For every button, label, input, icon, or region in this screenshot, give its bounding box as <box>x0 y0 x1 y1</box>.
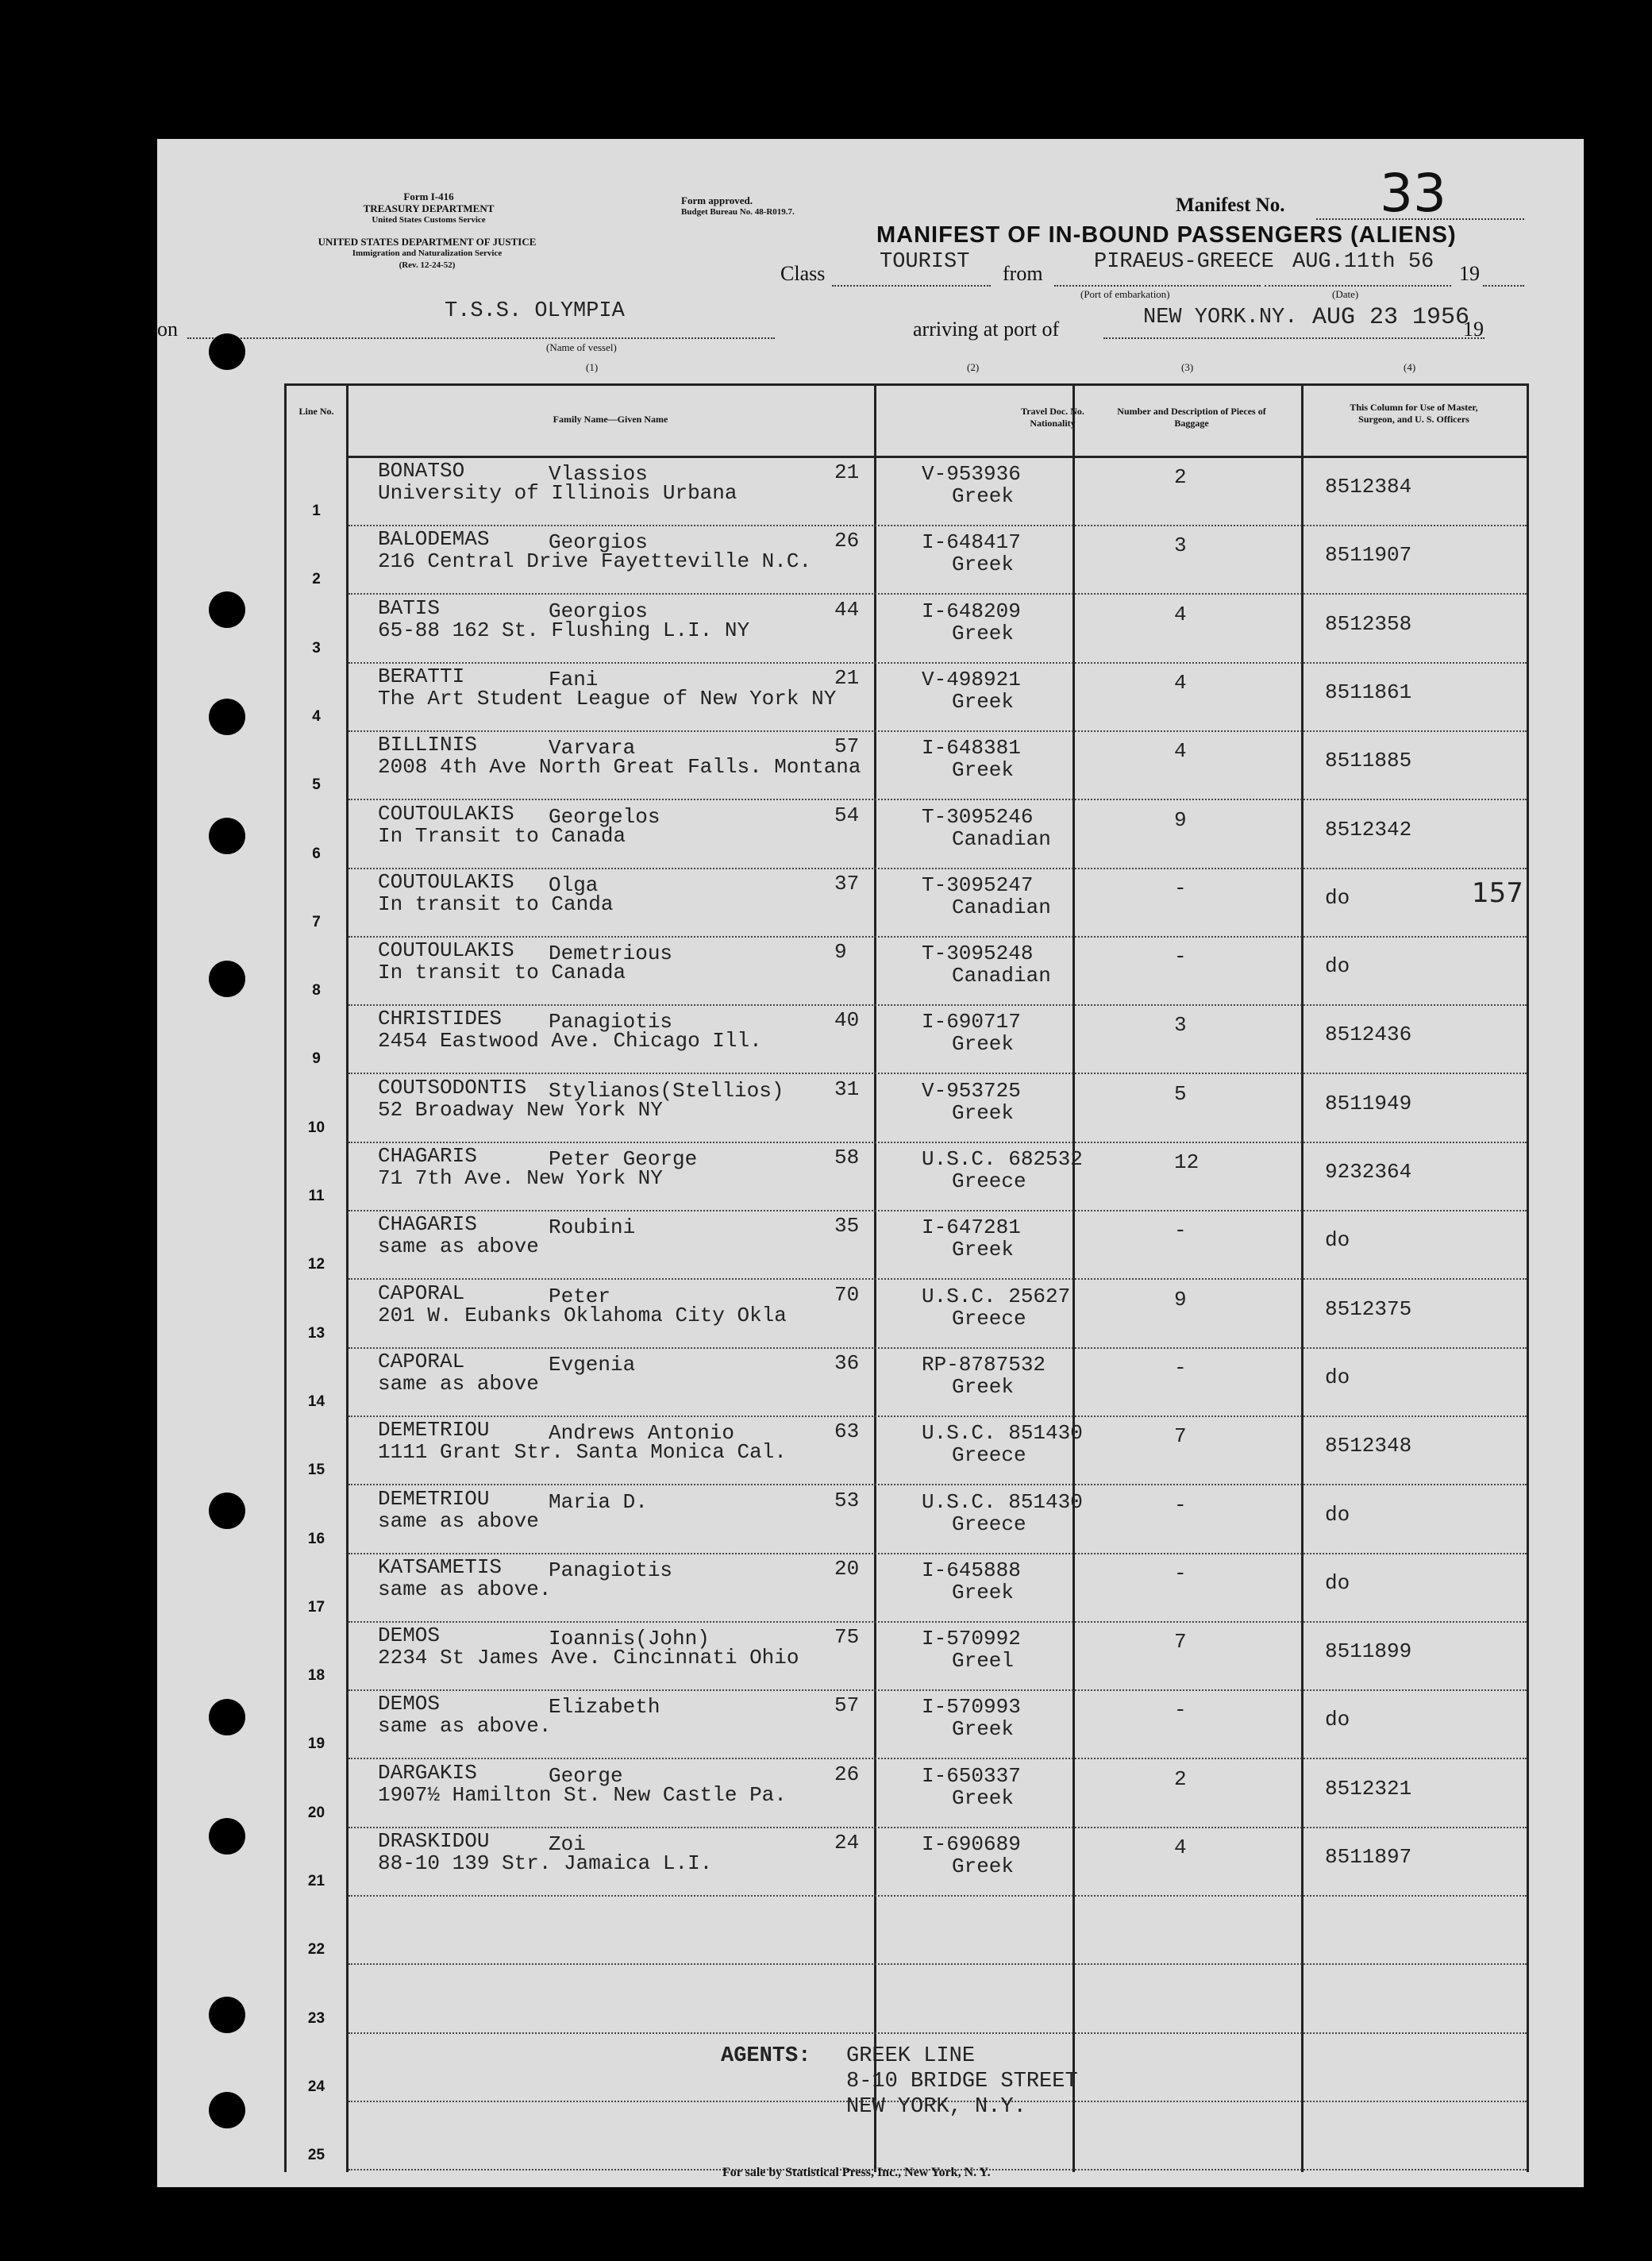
ins-name: Immigration and Naturalization Service <box>352 248 503 258</box>
family-name: COUTSODONTIS <box>378 1075 527 1100</box>
budget-bureau: Budget Bureau No. 48-R019.7. <box>681 207 795 217</box>
manifest-page <box>157 139 1584 2187</box>
approval-block <box>681 195 795 218</box>
address: University of Illinois Urbana <box>378 481 737 505</box>
nationality: Canadian <box>952 826 1051 851</box>
address: 2234 St James Ave. Cincinnati Ohio <box>378 1646 799 1670</box>
officer-entry: 8512384 <box>1325 475 1412 499</box>
line-number: 16 <box>307 1530 325 1547</box>
age: 24 <box>834 1831 860 1855</box>
family-name: BILLINIS <box>378 733 477 757</box>
table-row <box>287 1897 1527 1965</box>
family-name: COUTOULAKIS <box>378 801 514 826</box>
line-number: 11 <box>308 1188 325 1204</box>
form-number: Form I-416 <box>403 191 454 202</box>
agents-label: AGENTS: <box>721 2044 811 2068</box>
justice-dept: UNITED STATES DEPARTMENT OF JUSTICE <box>318 236 537 248</box>
age: 63 <box>834 1419 860 1444</box>
table-row <box>287 1417 1527 1485</box>
line-number: 5 <box>312 776 321 794</box>
address: In transit to Canada <box>378 961 626 985</box>
table-row <box>287 1211 1527 1280</box>
travel-doc-number: I-648209 <box>922 599 1021 623</box>
given-name: Stylianos(Stellios) <box>549 1078 784 1103</box>
from-line <box>1054 285 1261 287</box>
officer-entry: do <box>1325 1708 1350 1732</box>
table-row <box>287 1760 1527 1828</box>
officer-entry: 8512342 <box>1325 817 1412 842</box>
colhead-travel-doc: Travel Doc. No. Nationality <box>1021 406 1084 429</box>
baggage-count: 7 <box>1174 1424 1187 1449</box>
travel-doc-number: I-647281 <box>922 1215 1021 1240</box>
baggage-count: - <box>1174 1355 1187 1380</box>
given-name: Elizabeth <box>549 1695 660 1720</box>
given-name: Ioannis(John) <box>549 1627 710 1651</box>
class-label: Class <box>780 262 826 285</box>
travel-doc-number: I-648381 <box>922 736 1021 761</box>
given-name: Peter George <box>549 1147 698 1171</box>
given-name: Varvara <box>549 736 636 761</box>
family-name: DEMETRIOU <box>378 1486 490 1511</box>
family-name: CAPORAL <box>378 1349 465 1373</box>
age: 70 <box>834 1282 860 1307</box>
line-number: 15 <box>307 1462 325 1479</box>
family-name: CHAGARIS <box>378 1144 477 1168</box>
manifest-number-line <box>1316 218 1524 220</box>
address: 216 Central Drive Fayetteville N.C. <box>378 549 812 574</box>
family-name: KATSAMETIS <box>378 1554 503 1579</box>
table-row <box>287 1349 1527 1417</box>
given-name: Demetrious <box>549 942 673 966</box>
nationality: Greek <box>952 484 1015 508</box>
travel-doc-number: I-570993 <box>922 1695 1021 1720</box>
travel-doc-number: I-648417 <box>922 530 1021 555</box>
col1-caption: (1) <box>586 361 599 373</box>
age: 31 <box>834 1077 860 1101</box>
table-row <box>287 938 1527 1006</box>
travel-doc-number: I-690689 <box>922 1832 1021 1856</box>
family-name: BONATSO <box>378 459 465 483</box>
address: 52 Broadway New York NY <box>378 1097 663 1122</box>
nationality: Greek <box>952 689 1015 714</box>
baggage-count: - <box>1174 945 1187 969</box>
given-name: Panagiotis <box>549 1010 673 1034</box>
on-label: on <box>157 318 178 341</box>
age: 20 <box>834 1556 860 1581</box>
age: 75 <box>834 1625 860 1650</box>
officer-entry: 8512348 <box>1325 1434 1412 1458</box>
officer-entry: 8511885 <box>1325 749 1412 773</box>
table-row <box>287 664 1527 732</box>
printer-footer: For sale by Statistical Press, Inc., New York, N. Y. <box>722 2166 991 2179</box>
officer-entry: do <box>1325 885 1350 910</box>
line-number: 25 <box>307 2147 325 2164</box>
revision: (Rev. 12-24-52) <box>399 260 456 270</box>
address: same as above <box>378 1371 539 1396</box>
punch-hole <box>209 699 245 735</box>
address: same as above. <box>378 1714 552 1739</box>
baggage-count: - <box>1174 1493 1187 1517</box>
address: same as above. <box>378 1577 552 1601</box>
line-number: 23 <box>307 2009 325 2027</box>
punch-hole <box>209 1493 245 1529</box>
baggage-count: - <box>1174 1698 1187 1723</box>
travel-doc-number: U.S.C. 682532 <box>922 1147 1083 1171</box>
travel-doc-number: U.S.C. 851430 <box>922 1489 1083 1514</box>
punch-hole <box>209 961 245 997</box>
colhead-officers: This Column for Use of Master, Surgeon, and U. S. Officers <box>1350 402 1478 425</box>
line-number: 19 <box>307 1735 325 1753</box>
line-number: 20 <box>307 1804 325 1821</box>
given-name: Maria D. <box>549 1489 648 1514</box>
line-number: 22 <box>307 1941 325 1959</box>
colhead-baggage: Number and Description of Pieces of Baggage <box>1117 406 1266 429</box>
line-number: 12 <box>307 1256 325 1273</box>
justice-block <box>292 236 562 272</box>
given-name: Panagiotis <box>549 1558 673 1582</box>
officer-entry: do <box>1325 1502 1350 1527</box>
table-row <box>287 1554 1527 1623</box>
baggage-count: 4 <box>1174 1835 1187 1859</box>
col4-caption: (4) <box>1404 361 1416 373</box>
baggage-count: 5 <box>1174 1081 1187 1106</box>
date-caption: (Date) <box>1332 288 1359 300</box>
given-name: Peter <box>549 1284 611 1308</box>
officer-entry: 8511949 <box>1325 1091 1412 1115</box>
line-number: 7 <box>312 913 321 930</box>
address: 88-10 139 Str. Jamaica L.I. <box>378 1851 713 1875</box>
line-number: 18 <box>307 1667 325 1685</box>
given-name: Roubini <box>549 1215 636 1240</box>
family-name: DEMETRIOU <box>378 1418 490 1442</box>
given-name: Georgios <box>549 530 648 555</box>
manifest-title: MANIFEST OF IN-BOUND PASSENGERS (ALIENS) <box>876 222 1457 248</box>
line-number: 10 <box>307 1119 325 1136</box>
address: In Transit to Canada <box>378 823 626 848</box>
travel-doc-number: V-953725 <box>922 1078 1021 1103</box>
nationality: Greek <box>952 1785 1015 1810</box>
baggage-count: 4 <box>1174 739 1187 764</box>
nationality: Greece <box>952 1169 1026 1193</box>
punch-hole <box>209 333 245 370</box>
table-row <box>287 869 1527 938</box>
given-name: Andrews Antonio <box>549 1421 735 1446</box>
date-value: AUG.11th 56 <box>1292 250 1434 274</box>
family-name: COUTOULAKIS <box>378 869 514 894</box>
from-label: from <box>1003 262 1043 285</box>
nationality: Greek <box>952 1238 1015 1262</box>
nationality: Greek <box>952 758 1015 783</box>
age: 44 <box>834 597 860 622</box>
arrival-line <box>1103 337 1484 339</box>
family-name: DEMOS <box>378 1624 441 1648</box>
colhead-name: Family Name—Given Name <box>553 414 668 425</box>
officer-entry: do <box>1325 954 1350 979</box>
class-value: TOURIST <box>880 250 970 274</box>
officer-entry: 8512375 <box>1325 1296 1412 1321</box>
nationality: Canadian <box>952 964 1051 988</box>
address: The Art Student League of New York NY <box>378 686 837 711</box>
nationality: Greek <box>952 553 1015 577</box>
address: same as above <box>378 1508 539 1533</box>
address: 2454 Eastwood Ave. Chicago Ill. <box>378 1029 762 1053</box>
manifest-number: 33 <box>1380 163 1446 224</box>
table-row <box>287 1691 1527 1759</box>
given-name: Georgelos <box>549 804 660 829</box>
baggage-count: 9 <box>1174 1287 1187 1312</box>
class-line <box>832 285 991 287</box>
punch-hole <box>209 818 245 854</box>
nationality: Greece <box>952 1512 1026 1536</box>
table-row <box>287 526 1527 595</box>
arrival-port: NEW YORK.NY. <box>1143 306 1298 329</box>
table-row <box>287 1075 1527 1143</box>
dept-name: TREASURY DEPARTMENT <box>363 202 495 214</box>
baggage-count: 4 <box>1174 602 1187 626</box>
given-name: Georgios <box>549 599 648 623</box>
baggage-count: - <box>1174 876 1187 900</box>
travel-doc-number: T-3095246 <box>922 804 1034 829</box>
line-number: 1 <box>312 503 321 519</box>
port-embarkation-caption: (Port of embarkation) <box>1080 288 1170 300</box>
arrival-date: AUG 23 1956 <box>1312 304 1470 331</box>
vessel-line <box>187 337 775 339</box>
officer-entry: 8511897 <box>1325 1845 1412 1869</box>
age: 40 <box>834 1008 860 1033</box>
nationality: Greek <box>952 1855 1015 1878</box>
col3-caption: (3) <box>1181 361 1194 373</box>
given-name: George <box>549 1763 623 1788</box>
table-row <box>287 732 1527 800</box>
colhead-line-no: Line No. <box>298 406 334 417</box>
officer-entry: 8511861 <box>1325 680 1412 704</box>
table-row <box>287 801 1527 869</box>
officer-entry: 8511899 <box>1325 1639 1412 1664</box>
family-name: CHAGARIS <box>378 1212 477 1237</box>
travel-doc-number: V-953936 <box>922 462 1021 486</box>
age: 26 <box>834 1762 860 1786</box>
travel-doc-number: I-650337 <box>922 1763 1021 1788</box>
travel-doc-number: U.S.C. 25627 <box>922 1284 1071 1308</box>
baggage-count: 3 <box>1174 1013 1187 1038</box>
table-row <box>287 1143 1527 1211</box>
line-number: 4 <box>312 707 321 725</box>
manifest-label: Manifest No. <box>1176 195 1285 216</box>
agents-line1: GREEK LINE <box>846 2044 976 2068</box>
family-name: DARGAKIS <box>378 1760 477 1785</box>
given-name: Olga <box>549 872 599 897</box>
given-name: Vlassios <box>549 462 648 486</box>
age: 53 <box>834 1488 860 1512</box>
date-line <box>1265 285 1451 287</box>
baggage-count: 3 <box>1174 533 1187 558</box>
age: 58 <box>834 1146 860 1169</box>
given-name: Zoi <box>549 1832 586 1856</box>
given-name: Fani <box>549 667 599 691</box>
address: same as above <box>378 1234 539 1259</box>
punch-hole <box>209 1699 245 1735</box>
punch-hole <box>209 591 245 628</box>
age: 9 <box>834 940 847 965</box>
age: 54 <box>834 803 860 827</box>
baggage-count: 12 <box>1174 1150 1200 1174</box>
travel-doc-number: RP-8787532 <box>922 1352 1046 1377</box>
baggage-count: 9 <box>1174 807 1187 832</box>
age: 21 <box>834 460 860 484</box>
year-prefix: 19 <box>1459 262 1480 285</box>
age: 26 <box>834 529 860 553</box>
baggage-count: 2 <box>1174 1766 1187 1791</box>
year-suffix: 19 <box>1463 318 1484 341</box>
table-row <box>287 595 1527 664</box>
col2-caption: (2) <box>967 361 980 373</box>
officer-entry: 9232364 <box>1325 1160 1412 1184</box>
table-row <box>287 1623 1527 1691</box>
line-number: 3 <box>312 639 321 657</box>
line-number: 14 <box>307 1392 325 1410</box>
nationality: Greek <box>952 1100 1015 1125</box>
travel-doc-number: T-3095248 <box>922 942 1034 966</box>
nationality: Greece <box>952 1443 1026 1468</box>
travel-doc-number: I-570992 <box>922 1627 1021 1651</box>
table-row <box>287 1006 1527 1074</box>
from-value: PIRAEUS-GREECE <box>1094 250 1274 274</box>
baggage-count: 7 <box>1174 1630 1187 1654</box>
age: 37 <box>834 871 860 896</box>
margin-note: 157 <box>1472 877 1523 909</box>
family-name: BATIS <box>378 595 441 620</box>
nationality: Canadian <box>952 895 1051 919</box>
age: 57 <box>834 1693 860 1718</box>
baggage-count: 4 <box>1174 670 1187 695</box>
baggage-count: - <box>1174 1219 1187 1243</box>
table-row <box>287 1486 1527 1554</box>
arriving-label: arriving at port of <box>913 318 1060 341</box>
address: In transit to Canda <box>378 892 614 916</box>
form-approved: Form approved. <box>681 195 753 206</box>
table-row <box>287 458 1527 526</box>
line-number: 17 <box>307 1598 325 1616</box>
nationality: Greek <box>952 621 1015 645</box>
punch-hole <box>209 1818 245 1855</box>
travel-doc-number: T-3095247 <box>922 872 1034 897</box>
travel-doc-number: V-498921 <box>922 667 1021 691</box>
agents-line3: NEW YORK, N.Y. <box>846 2095 1026 2119</box>
nationality: Greek <box>952 1032 1015 1057</box>
table-row <box>287 1281 1527 1349</box>
family-name: CHRISTIDES <box>378 1007 503 1031</box>
customs-service: United States Customs Service <box>372 215 486 225</box>
address: 1111 Grant Str. Santa Monica Cal. <box>378 1440 787 1465</box>
family-name: DRASKIDOU <box>378 1829 490 1853</box>
nationality: Greece <box>952 1306 1026 1331</box>
officer-entry: 8512436 <box>1325 1023 1412 1047</box>
table-row <box>287 1966 1527 2034</box>
family-name: CAPORAL <box>378 1281 465 1305</box>
family-name: BALODEMAS <box>378 527 490 552</box>
nationality: Greek <box>952 1374 1015 1399</box>
vessel-caption: (Name of vessel) <box>546 341 617 353</box>
address: 71 7th Ave. New York NY <box>378 1166 663 1190</box>
address: 2008 4th Ave North Great Falls. Montana <box>378 755 861 780</box>
line-number: 6 <box>312 845 321 862</box>
line-number: 24 <box>307 2078 325 2095</box>
family-name: BERATTI <box>378 664 465 688</box>
year-line <box>1483 285 1524 287</box>
nationality: Greek <box>952 1580 1015 1604</box>
nationality: Greel <box>952 1649 1015 1674</box>
baggage-count: 2 <box>1174 465 1187 489</box>
given-name: Evgenia <box>549 1352 636 1377</box>
table-row <box>287 1828 1527 1897</box>
punch-hole <box>209 1997 245 2033</box>
officer-entry: 8512358 <box>1325 611 1412 636</box>
officer-entry: do <box>1325 1570 1350 1595</box>
address: 201 W. Eubanks Oklahoma City Okla <box>378 1303 787 1327</box>
travel-doc-number: U.S.C. 851430 <box>922 1421 1083 1446</box>
line-number: 13 <box>307 1324 325 1342</box>
travel-doc-number: I-690717 <box>922 1010 1021 1034</box>
line-number: 8 <box>312 982 321 1000</box>
punch-hole <box>209 2092 245 2128</box>
travel-doc-number: I-645888 <box>922 1558 1021 1582</box>
agents-line2: 8-10 BRIDGE STREET <box>846 2070 1078 2093</box>
officer-entry: do <box>1325 1228 1350 1253</box>
baggage-count: - <box>1174 1561 1187 1585</box>
age: 35 <box>834 1214 860 1238</box>
nationality: Greek <box>952 1717 1015 1742</box>
age: 36 <box>834 1350 860 1375</box>
officer-entry: 8511907 <box>1325 543 1412 568</box>
address: 1907½ Hamilton St. New Castle Pa. <box>378 1782 787 1807</box>
age: 57 <box>834 734 860 759</box>
passenger-table <box>284 383 1529 2172</box>
line-number: 2 <box>312 571 321 588</box>
officer-entry: do <box>1325 1365 1350 1389</box>
line-number: 21 <box>307 1873 325 1889</box>
officer-entry: 8512321 <box>1325 1776 1412 1801</box>
address: 65-88 162 St. Flushing L.I. NY <box>378 618 750 642</box>
family-name: DEMOS <box>378 1692 441 1716</box>
family-name: COUTOULAKIS <box>378 938 514 963</box>
line-number: 9 <box>312 1050 321 1068</box>
age: 21 <box>834 665 860 690</box>
vessel-name: T.S.S. OLYMPIA <box>445 299 625 323</box>
